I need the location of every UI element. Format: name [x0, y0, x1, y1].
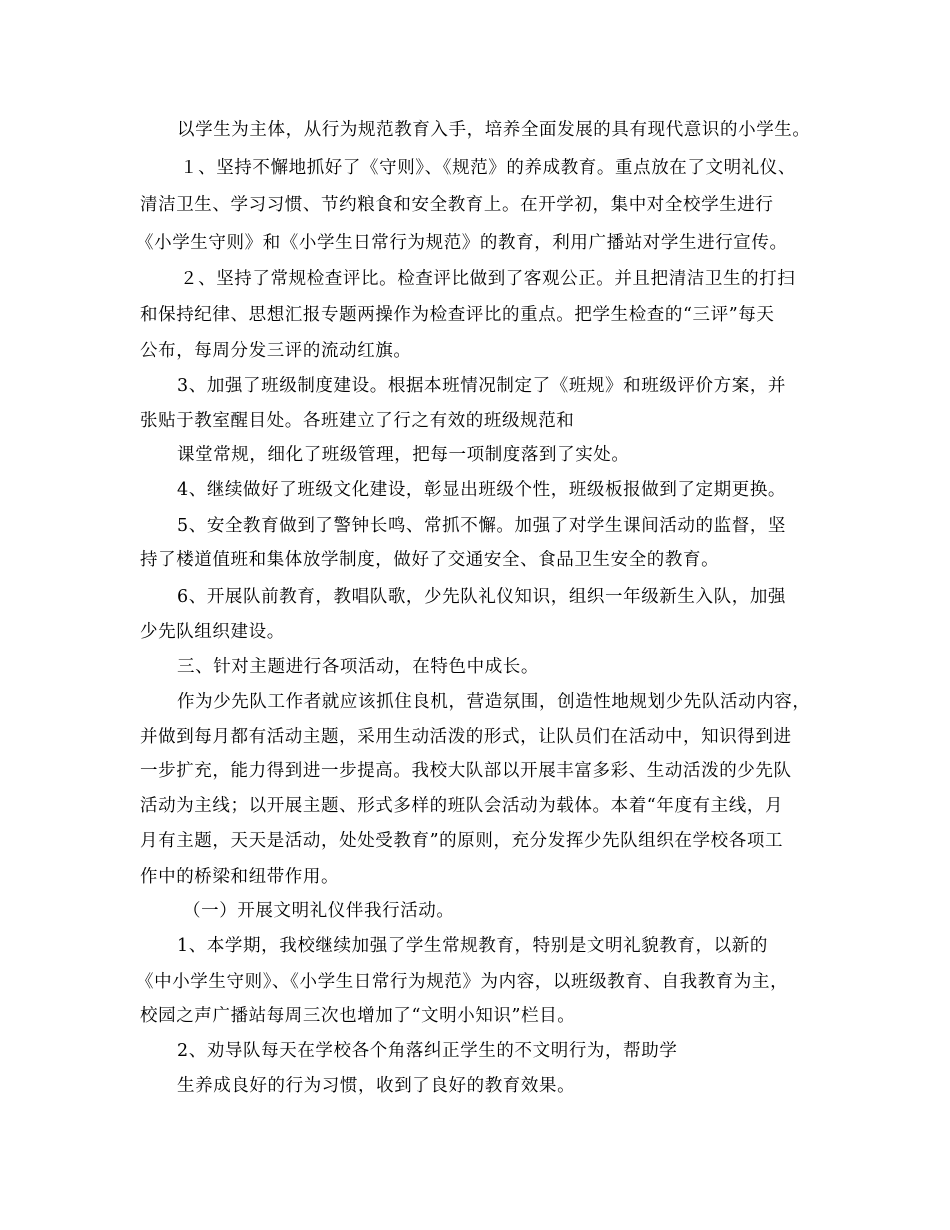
text-line: 4、继续做好了班级文化建设，彰显出班级个性，班级板报做到了定期更换。: [177, 480, 787, 500]
text-line: 生养成良好的行为习惯，收到了良好的教育效果。: [177, 1076, 576, 1096]
text-line: 并做到每月都有活动主题，采用生动活泼的形式，让队员们在活动中，知识得到进: [140, 727, 792, 747]
text-line: 5、安全教育做到了警钟长鸣、常抓不懈。加强了对学生课间活动的监督，坚: [177, 516, 787, 536]
text-line: 作为少先队工作者就应该抓住良机，营造氛围，创造性地规划少先队活动内容，: [177, 692, 811, 712]
text-line: 《小学生守则》和《小学生日常行为规范》的教育，利用广播站对学生进行宣传。: [136, 233, 788, 253]
text-line: 课堂常规，细化了班级管理，把每一项制度落到了实处。: [177, 445, 630, 465]
text-line: 和保持纪律、思想汇报专题两操作为检查评比的重点。把学生检查的“三评”每天: [140, 305, 775, 325]
text-line: 《中小学生守则》、《小学生日常行为规范》为内容，以班级教育、自我教育为主，: [136, 972, 789, 992]
text-line: 6、开展队前教育，教唱队歌，少先队礼仪知识，组织一年级新生入队，加强: [177, 587, 787, 607]
text-line: 作中的桥梁和纽带作用。: [140, 867, 340, 887]
text-line: 活动为主线；以开展主题、形式多样的班队会活动为载体。本着“年度有主线，月: [140, 796, 784, 816]
text-line: 少先队组织建设。: [140, 622, 285, 642]
text-line: （一）开展文明礼仪伴我行活动。: [183, 901, 455, 921]
text-line: 持了楼道值班和集体放学制度，做好了交通安全、食品卫生安全的教育。: [140, 550, 720, 570]
text-line: 3、加强了班级制度建设。根据本班情况制定了《班规》和班级评价方案，并: [177, 376, 787, 396]
text-line: 校园之声广播站每周三次也增加了“文明小知识”栏目。: [140, 1006, 576, 1026]
text-line: 以学生为主体，从行为规范教育入手，培养全面发展的具有现代意识的小学生。: [177, 120, 811, 140]
text-line: 一步扩充，能力得到进一步提高。我校大队部以开展丰富多彩、生动活泼的少先队: [140, 761, 792, 781]
text-line: ２、坚持了常规检查评比。检查评比做到了客观公正。并且把清洁卫生的打扫: [180, 269, 796, 289]
text-line: 张贴于教室醒目处。各班建立了行之有效的班级规范和: [140, 411, 575, 431]
text-line: １、坚持不懈地抓好了《守则》、《规范》的养成教育。重点放在了文明礼仪、: [180, 158, 796, 178]
text-line: 清洁卫生、学习习惯、节约粮食和安全教育上。在开学初，集中对全校学生进行: [140, 195, 774, 215]
text-line: 月有主题，天天是活动，处处受教育”的原则，充分发挥少先队组织在学校各项工: [140, 831, 784, 851]
text-line: 三、针对主题进行各项活动，在特色中成长。: [177, 657, 539, 677]
text-line: 1、本学期，我校继续加强了学生常规教育，特别是文明礼貌教育，以新的: [177, 936, 768, 956]
text-line: 公布，每周分发三评的流动红旗。: [140, 341, 412, 361]
text-line: 2、劝导队每天在学校各个角落纠正学生的不文明行为，帮助学: [177, 1041, 678, 1061]
